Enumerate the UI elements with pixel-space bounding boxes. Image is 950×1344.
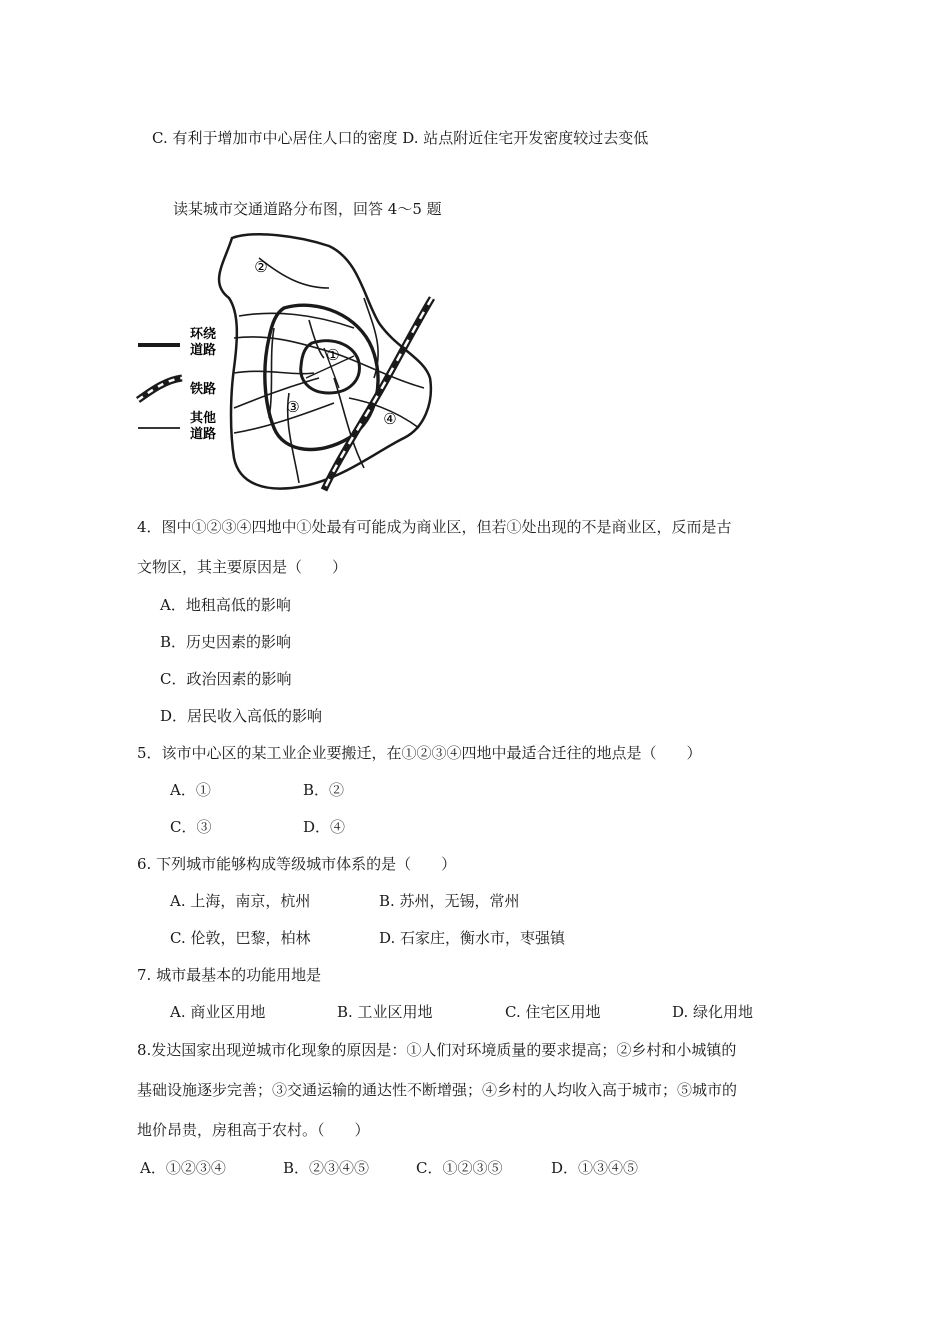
map-marker-4: ④ xyxy=(383,410,397,428)
question-4-option-a: A．地租高低的影响 xyxy=(160,596,291,614)
question-7-option-d: D. 绿化用地 xyxy=(672,1003,754,1021)
question-6-option-c: C. 伦敦，巴黎，柏林 xyxy=(170,929,311,947)
question-4-stem-line-1: 4．图中①②③④四地中①处最有可能成为商业区，但若①处出现的不是商业区，反而是古 xyxy=(137,518,732,536)
question-8-stem-line-3: 地价昂贵，房租高于农村。（ ） xyxy=(137,1121,370,1139)
question-4-option-c: C．政治因素的影响 xyxy=(160,670,292,688)
question-5-option-a: A．① xyxy=(170,781,211,799)
question-6-option-d: D. 石家庄，衡水市，枣强镇 xyxy=(379,929,566,947)
question-8-option-b: B．②③④⑤ xyxy=(283,1159,370,1177)
map-intro: 读某城市交通道路分布图，回答 4～5 题 xyxy=(173,200,442,218)
question-4-option-b: B．历史因素的影响 xyxy=(160,633,292,651)
map-legend xyxy=(138,326,216,442)
map-marker-3: ③ xyxy=(286,398,300,416)
question-5-stem: 5．该市中心区的某工业企业要搬迁，在①②③④四地中最适合迁往的地点是（ ） xyxy=(137,744,702,762)
city-road-map xyxy=(134,228,444,498)
map-marker-2: ② xyxy=(254,258,268,276)
question-7-option-b: B. 工业区用地 xyxy=(337,1003,433,1021)
legend-ring-road-1: 环绕 xyxy=(190,327,217,342)
question-5-option-c: C．③ xyxy=(170,818,212,836)
question-8-option-d: D．①③④⑤ xyxy=(551,1159,639,1177)
question-7-option-a: A. 商业区用地 xyxy=(170,1003,266,1021)
question-8-option-a: A．①②③④ xyxy=(140,1159,226,1177)
question-8-stem-line-2: 基础设施逐步完善；③交通运输的通达性不断增强；④乡村的人均收入高于城市；⑤城市的 xyxy=(137,1081,738,1099)
legend-other-road-2: 道路 xyxy=(190,427,217,442)
question-7-stem: 7. 城市最基本的功能用地是 xyxy=(137,966,322,984)
legend-other-road-1: 其他 xyxy=(190,411,217,426)
question-6-stem: 6. 下列城市能够构成等级城市体系的是（ ） xyxy=(137,855,457,873)
question-5-option-d: D．④ xyxy=(303,818,346,836)
question-6-option-a: A. 上海，南京，杭州 xyxy=(170,892,311,910)
legend-ring-road-2: 道路 xyxy=(190,343,217,358)
question-8-stem-line-1: 8.发达国家出现逆城市化现象的原因是：①人们对环境质量的要求提高；②乡村和小城镇的 xyxy=(137,1041,737,1059)
legend-railway: 铁路 xyxy=(190,382,217,397)
question-7-option-c: C. 住宅区用地 xyxy=(505,1003,601,1021)
question-4-stem-line-2: 文物区，其主要原因是（ ） xyxy=(137,558,348,576)
question-8-option-c: C．①②③⑤ xyxy=(416,1159,503,1177)
railway-line xyxy=(324,298,432,490)
question-4-option-d: D．居民收入高低的影响 xyxy=(160,707,323,725)
question-6-option-b: B. 苏州，无锡，常州 xyxy=(379,892,520,910)
map-marker-1: ① xyxy=(326,346,340,364)
question-5-option-b: B．② xyxy=(303,781,345,799)
previous-question-options: C. 有利于增加市中心居住人口的密度 D. 站点附近住宅开发密度较过去变低 xyxy=(152,129,649,147)
